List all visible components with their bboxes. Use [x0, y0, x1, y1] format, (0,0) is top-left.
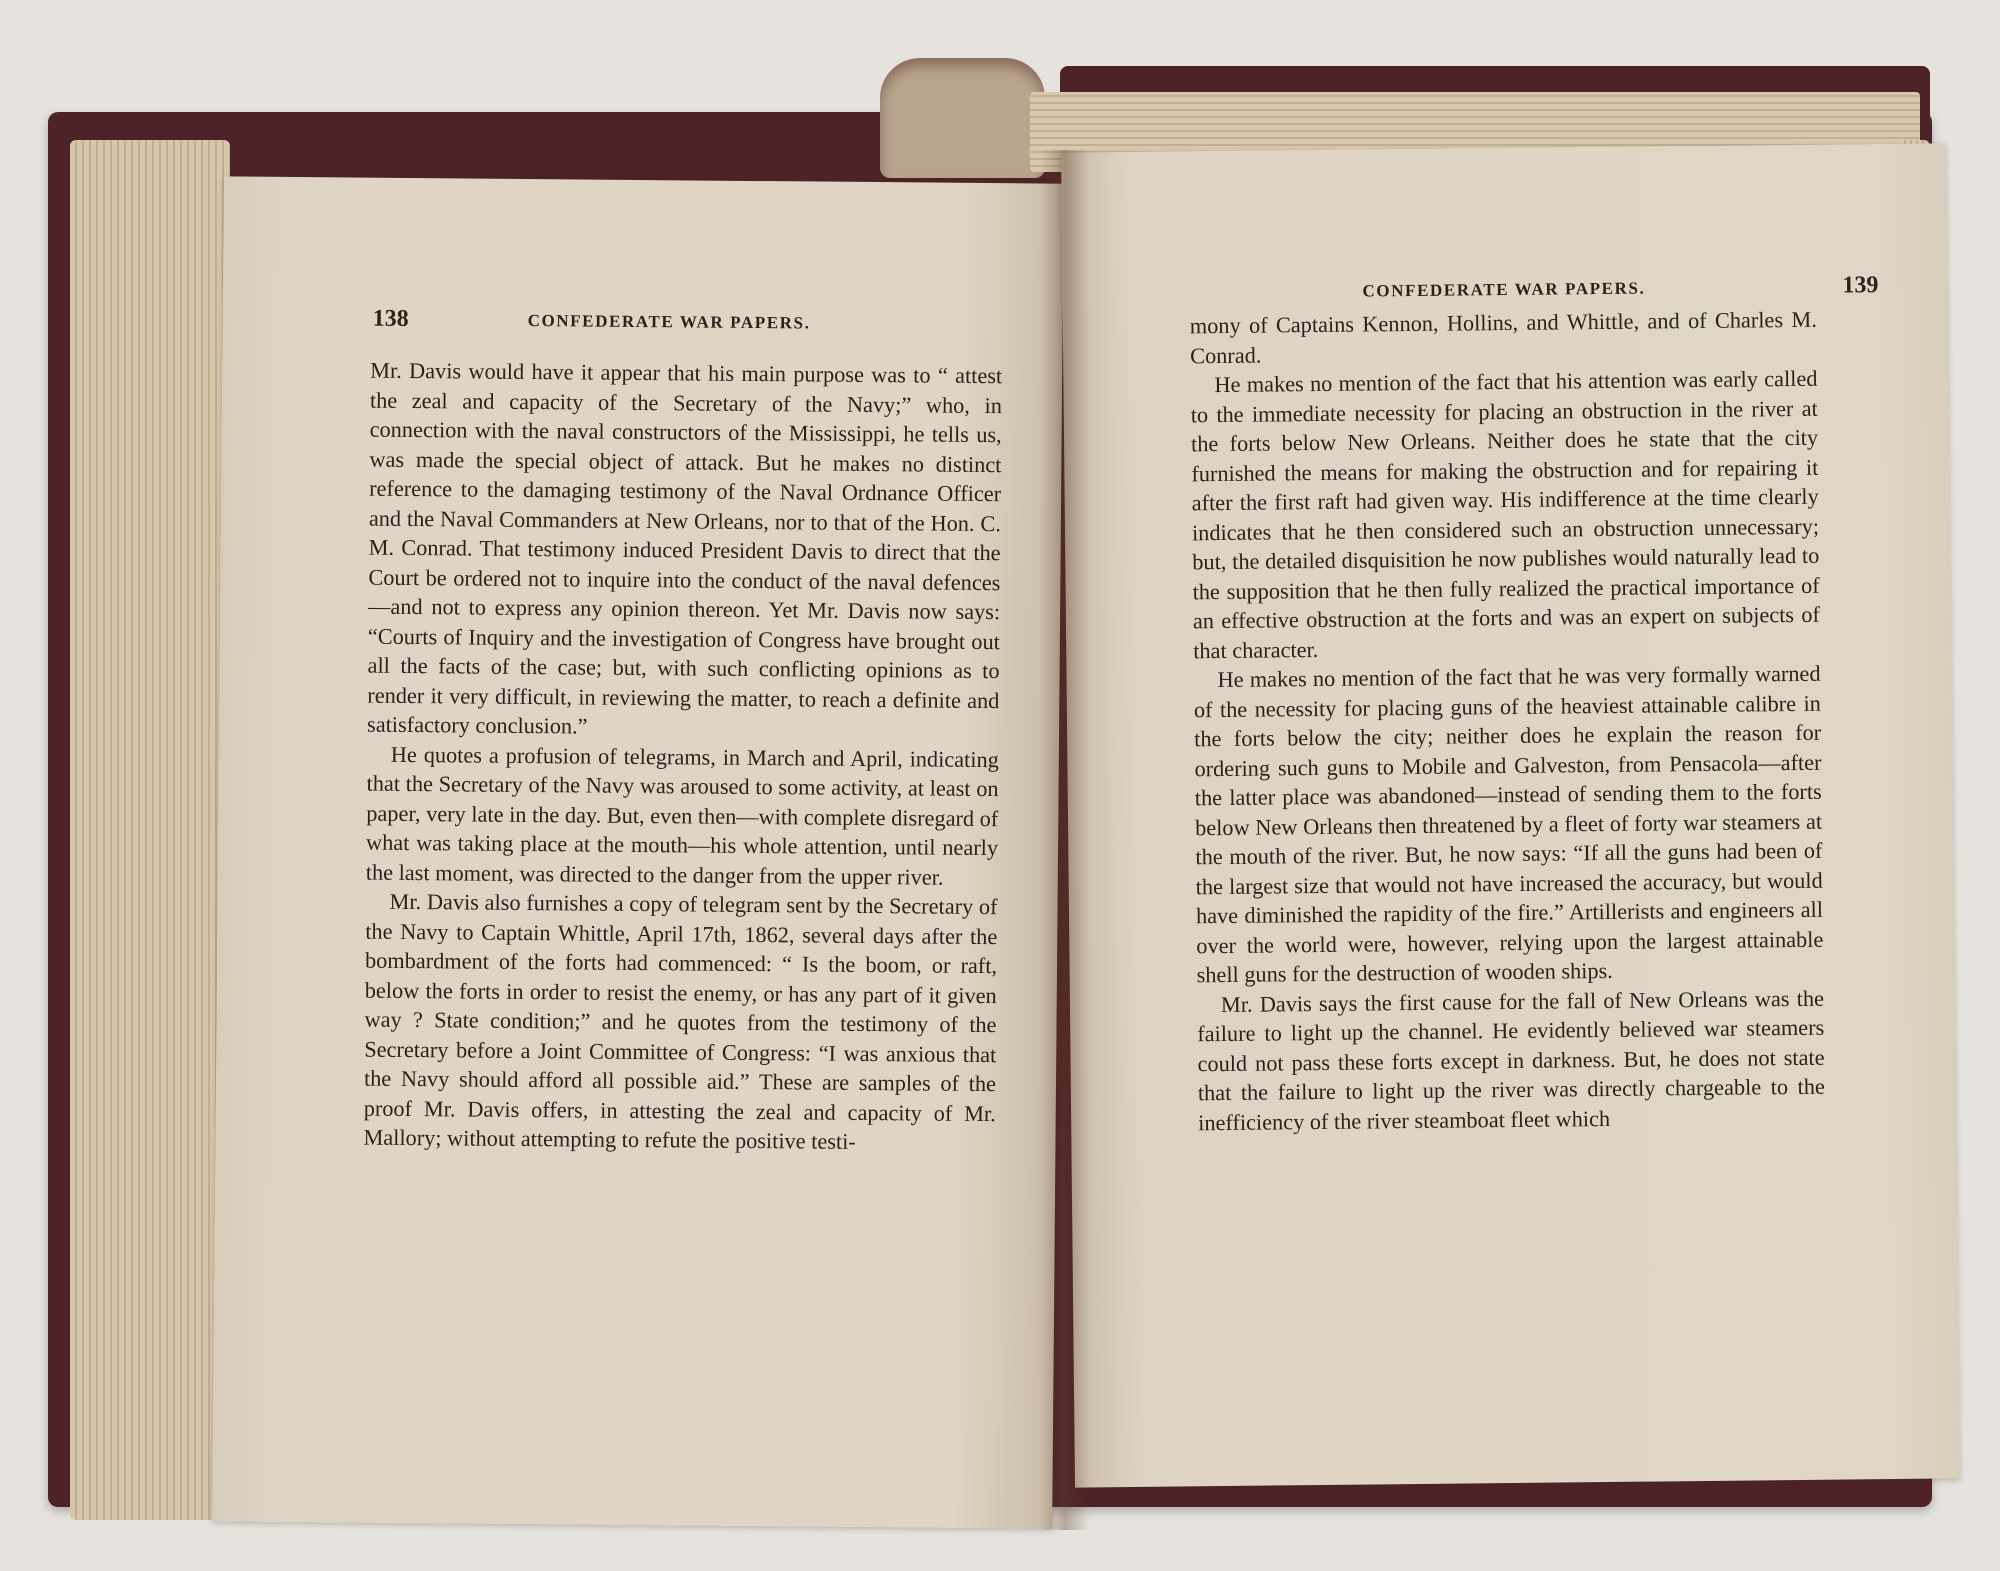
left-page-body [363, 356, 1002, 1158]
left-page [212, 176, 1064, 1528]
paragraph: He quotes a profusion of telegrams, in March and April, indicating that the Secretary of the Navy was aroused to some activity, at least on paper, very late in the day. But, even then—with complete disregard of what was taking place at the mouth—his whole attention, until nearly the last moment, was directed to the danger from the upper river. [365, 741, 999, 890]
page-number: 139 [1842, 272, 1879, 299]
running-head: CONFEDERATE WAR PAPERS. [1362, 278, 1646, 301]
book-gutter [1040, 150, 1090, 1530]
paragraph: Mr. Davis says the first cause for the fall of New Orleans was the failure to light up the channel. He evidently believed war steamers could not pass these forts except in darkness. But, he does not state that the failure to light up the river was directly chargeable to the inefficiency of the river steamboat fleet which [1197, 985, 1825, 1135]
book-spine [880, 58, 1045, 178]
left-page-header [223, 304, 1063, 333]
running-head: CONFEDERATE WAR PAPERS. [527, 311, 811, 333]
right-page-header [1062, 271, 1947, 301]
page-number: 138 [372, 305, 409, 332]
page-edges-left [70, 140, 230, 1520]
paragraph: mony of Captains Kennon, Hollins, and Whittle, and of Charles M. Conrad. [1189, 306, 1817, 368]
paragraph: He makes no mention of the fact that his attention was early called to the immediate necessity for placing an obstruction in the river at the forts below New Orleans. Neither does he state that the city furnished the means for making the obstruction and for repairing it after the first raft had given way. His indifference at the time clearly indicates that he then considered such an obstruction unnecessary; but, the detailed disquisition he now publishes would naturally lead to the supposition that he then fully realized the practical importance of an effective obstruction at the forts and was an expert on subjects of that character. [1190, 365, 1821, 663]
right-page-body [1190, 305, 1826, 1138]
right-page [1061, 143, 1960, 1487]
paragraph: Mr. Davis would have it appear that his main purpose was to “ attest the zeal and capacity of the Secretary of the Navy;” who, in connection with the naval constructors of the Mississippi, he tells us, was made the special object of attack. But he makes no distinct reference to the damaging testimony of the Naval Ordnance Officer and the Naval Commanders at New Orleans, nor to that of the Hon. C. M. Conrad. That testimony induced President Davis to direct that the Court be ordered not to inquire into the conduct of the naval defences—and not to express any opinion thereon. Yet Mr. Davis now says: “Courts of Inquiry and the investigation of Congress have brought out all the facts of the case; but, with such conflicting opinions as to render it very difficult, in reviewing the matter, to reach a definite and satisfactory conclusion.” [367, 357, 1003, 739]
paragraph: Mr. Davis also furnishes a copy of telegram sent by the Secretary of the Navy to Captain Whittle, April 17th, 1862, several days after the bombardment of the forts had commenced: “ Is the boom, or raft, below the forts in order to resist the enemy, or has any part of it given way ? State condition;” and he quotes from the testimony of the Secretary before a Joint Committee of Congress: “I was anxious that the Navy should afford all possible aid.” These are samples of the proof Mr. Davis offers, in attesting the zeal and capacity of Mr. Mallory; without attempting to refute the positive testi- [363, 888, 998, 1154]
paragraph: He makes no mention of the fact that he was very formally warned of the necessity for placing guns of the heaviest attainable calibre in the forts below the city; neither does he explain the reason for ordering such guns to Mobile and Galveston, from Pensacola—after the latter place was abandoned—instead of sending them to the forts below New Orleans then threatened by a fleet of forty war steamers at the mouth of the river. But, he now says: “If all the guns had been of the largest size that would not have increased the accuracy, but would have diminished the rapidity of the fire.” Artillerists and engineers all over the world were, however, relying upon the largest attainable shell guns for the destruction of wooden ships. [1193, 660, 1824, 988]
